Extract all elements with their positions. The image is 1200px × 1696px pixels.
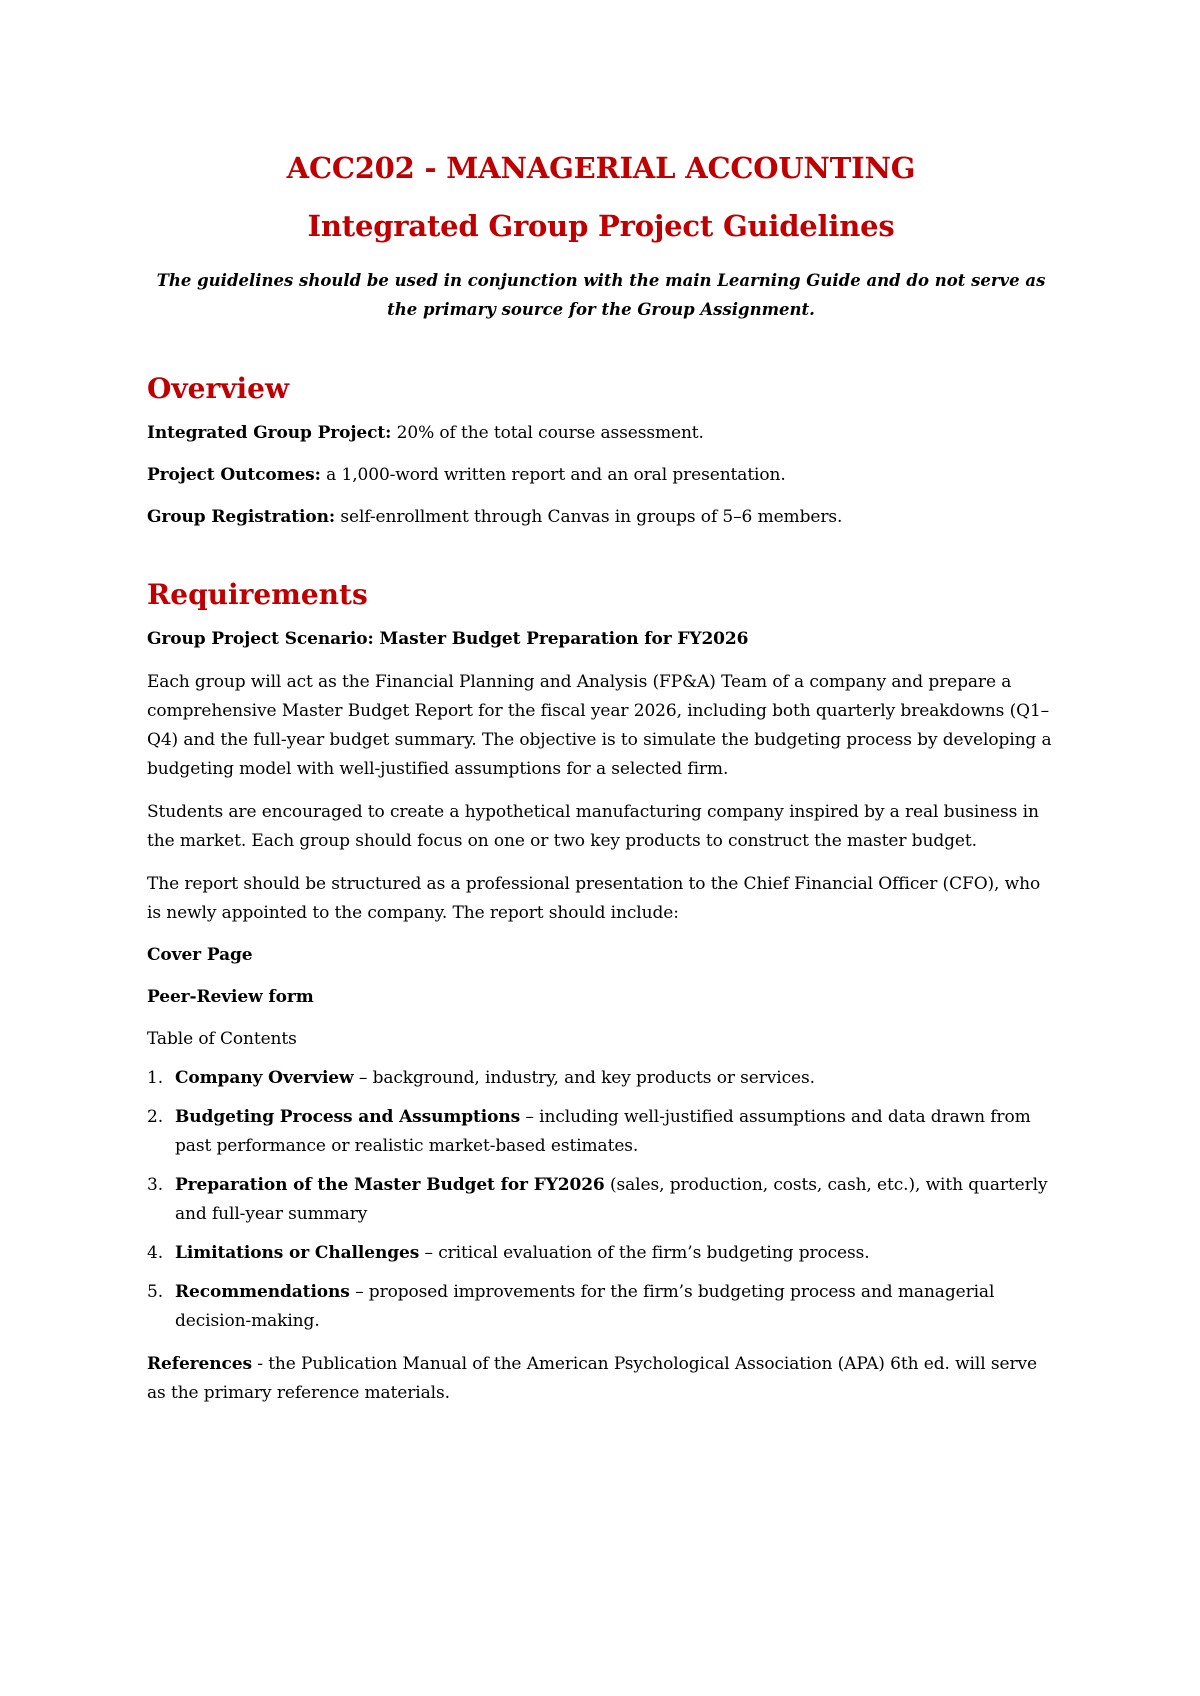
document-title: Integrated Group Project Guidelines	[307, 209, 895, 243]
list-item	[147, 1064, 1055, 1093]
report-sections-list	[147, 1064, 1055, 1336]
list-item-label: Preparation of the Master Budget for FY2026	[175, 1175, 605, 1195]
toc-item: Table of Contents	[147, 1029, 297, 1049]
overview-line-outcomes	[147, 461, 1055, 490]
overview-text: self-enrollment through Canvas in groups of 5–6 members.	[335, 507, 843, 527]
list-item-text: – background, industry, and key products or services.	[353, 1068, 815, 1088]
list-item-label: Company Overview	[175, 1068, 354, 1088]
references-label: References	[147, 1354, 252, 1374]
requirements-paragraph-2: Students are encouraged to create a hypothetical manufacturing company inspired by a real business in the market. Each group should focus on one or two key products to construct the master budget.	[147, 802, 1039, 851]
list-number: 4.	[147, 1243, 164, 1263]
requirements-heading: Requirements	[147, 578, 368, 611]
overview-label: Project Outcomes:	[147, 465, 321, 485]
requirements-paragraph-1: Each group will act as the Financial Planning and Analysis (FP&A) Team of a company and prepare a comprehensive Master Budget Report for the fiscal year 2026, including both quarterly breakdowns (Q1–Q4) and the full-year budget summary. The objective is to simulate the budgeting process by developing a budgeting model with well-justified assumptions for a selected firm.	[147, 672, 1052, 779]
overview-text: a 1,000-word written report and an oral presentation.	[320, 465, 786, 485]
cover-page-item: Cover Page	[147, 945, 253, 965]
overview-label: Integrated Group Project:	[147, 423, 392, 443]
list-item	[147, 1103, 1055, 1161]
list-item-label: Budgeting Process and Assumptions	[175, 1107, 521, 1127]
references-line	[147, 1350, 1055, 1408]
list-item-label: Recommendations	[175, 1282, 350, 1302]
course-title: ACC202 - MANAGERIAL ACCOUNTING	[286, 151, 916, 185]
references-text: - the Publication Manual of the American Psychological Association (APA) 6th ed. will serve as the primary reference materials.	[147, 1354, 1037, 1403]
list-item-text: – critical evaluation of the firm’s budgeting process.	[419, 1243, 870, 1263]
list-number: 2.	[147, 1107, 164, 1127]
requirements-paragraph-3: The report should be structured as a professional presentation to the Chief Financial Officer (CFO), who is newly appointed to the company. The report should include:	[147, 874, 1041, 923]
peer-review-item: Peer-Review form	[147, 987, 314, 1007]
overview-line-registration	[147, 503, 1055, 532]
list-item-text: (sales, production, costs, cash, etc.), with quarterly and full-year summary	[175, 1175, 1048, 1224]
list-number: 5.	[147, 1282, 164, 1302]
overview-label: Group Registration:	[147, 507, 336, 527]
list-number: 3.	[147, 1175, 164, 1195]
list-item-label: Limitations or Challenges	[175, 1243, 420, 1263]
list-item	[147, 1239, 1055, 1268]
list-item	[147, 1171, 1055, 1229]
list-item	[147, 1278, 1055, 1336]
overview-line-project	[147, 419, 1055, 448]
overview-text: 20% of the total course assessment.	[391, 423, 704, 443]
list-number: 1.	[147, 1068, 164, 1088]
scenario-line: Group Project Scenario: Master Budget Preparation for FY2026	[147, 629, 749, 649]
list-item-text: – proposed improvements for the firm’s budgeting process and managerial decision-making.	[175, 1282, 995, 1331]
overview-heading: Overview	[147, 372, 290, 405]
document-page	[147, 150, 1055, 1408]
intro-note: The guidelines should be used in conjunction with the main Learning Guide and do not serve as the primary source for the Group Assignment.	[156, 271, 1046, 319]
list-item-text: – including well-justified assumptions and data drawn from past performance or realistic market-based estimates.	[175, 1107, 1031, 1156]
